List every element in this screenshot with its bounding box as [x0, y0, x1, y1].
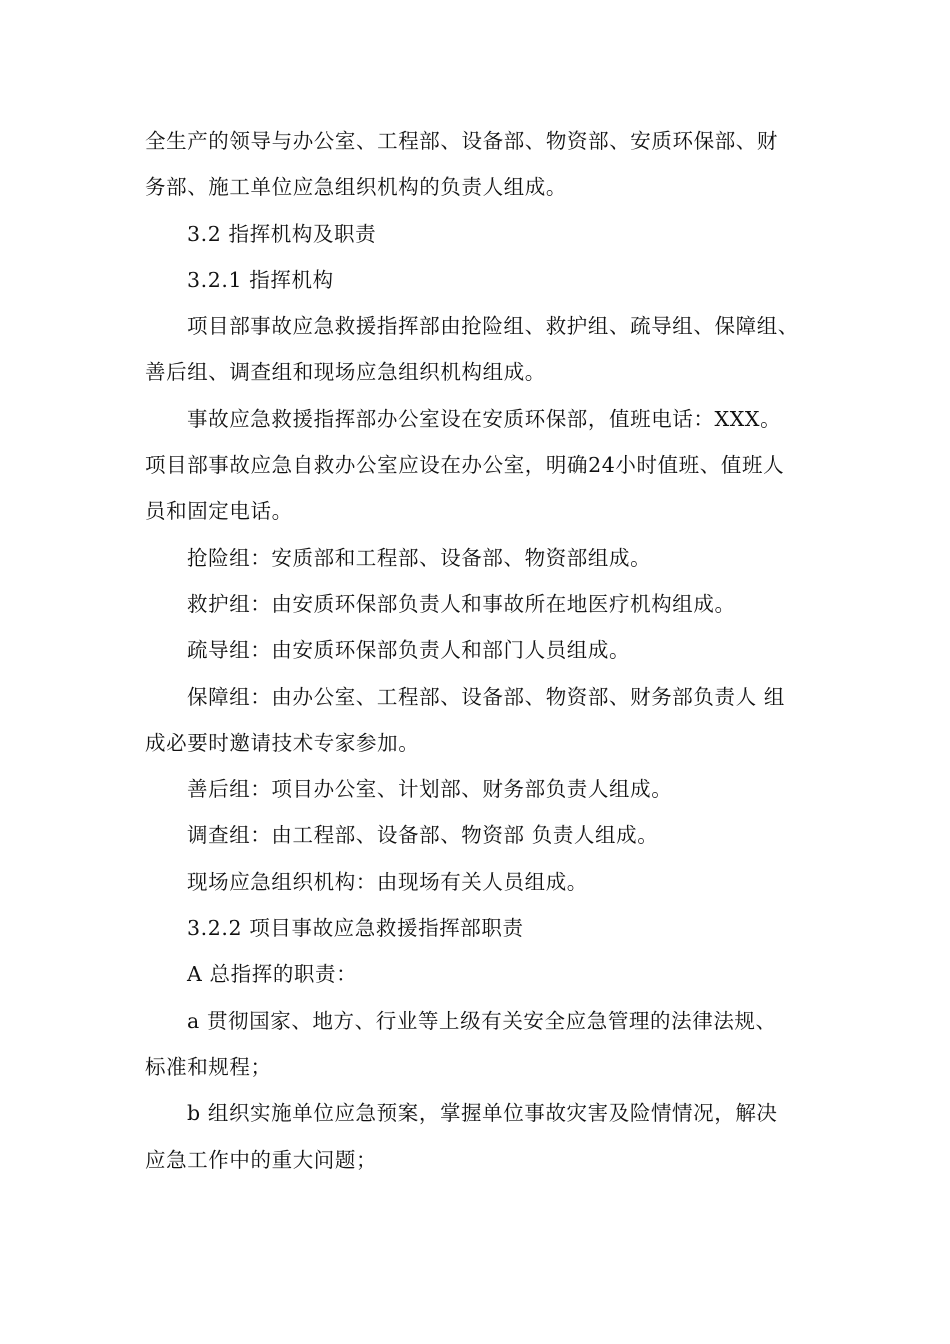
text-line-7: 事故应急救援指挥部办公室设在安质环保部，值班电话：XXX。 [187, 406, 782, 431]
text-line-23: 应急工作中的重大问题； [145, 1147, 378, 1172]
text-line-16: 调查组：由工程部、设备部、物资部 负责人组成。 [187, 823, 659, 848]
text-line-8: 项目部事故应急自救办公室应设在办公室，明确24小时值班、值班人 [145, 453, 785, 478]
text-line-15: 善后组：项目办公室、计划部、财务部负责人组成。 [187, 777, 673, 802]
text-line-6: 善后组、调查组和现场应急组织机构组成。 [145, 360, 546, 385]
text-line-10: 抢险组：安质部和工程部、设备部、物资部组成。 [187, 545, 652, 570]
text-line-11: 救护组：由安质环保部负责人和事故所在地医疗机构组成。 [187, 591, 736, 616]
text-line-19: A 总指挥的职责： [187, 962, 358, 987]
text-line-1: 全生产的领导与办公室、工程部、设备部、物资部、安质环保部、财 [145, 129, 778, 153]
text-line-21: 标准和规程； [145, 1054, 272, 1079]
text-line-14: 成必要时邀请技术专家参加。 [145, 730, 420, 755]
section-heading-3-2-2: 3.2.2 项目事故应急救援指挥部职责 [187, 916, 524, 941]
body-text [145, 118, 810, 1183]
text-line-2: 务部、施工单位应急组织机构的负责人组成。 [145, 175, 567, 200]
section-heading-3-2-1: 3.2.1 指挥机构 [187, 267, 334, 292]
text-line-17: 现场应急组织机构：由现场有关人员组成。 [187, 869, 588, 894]
text-line-22: b 组织实施单位应急预案，掌握单位事故灾害及险情情况，解决 [187, 1101, 778, 1126]
text-line-13: 保障组：由办公室、工程部、设备部、物资部、财务部负责人 组 [187, 684, 785, 709]
section-heading-3-2: 3.2 指挥机构及职责 [187, 221, 377, 246]
text-line-20: a 贯彻国家、地方、行业等上级有关安全应急管理的法律法规、 [187, 1008, 777, 1033]
text-line-12: 疏导组：由安质环保部负责人和部门人员组成。 [187, 638, 631, 663]
text-line-9: 员和固定电话。 [145, 499, 293, 524]
text-line-5: 项目部事故应急救援指挥部由抢险组、救护组、疏导组、保障组、 [187, 314, 799, 339]
